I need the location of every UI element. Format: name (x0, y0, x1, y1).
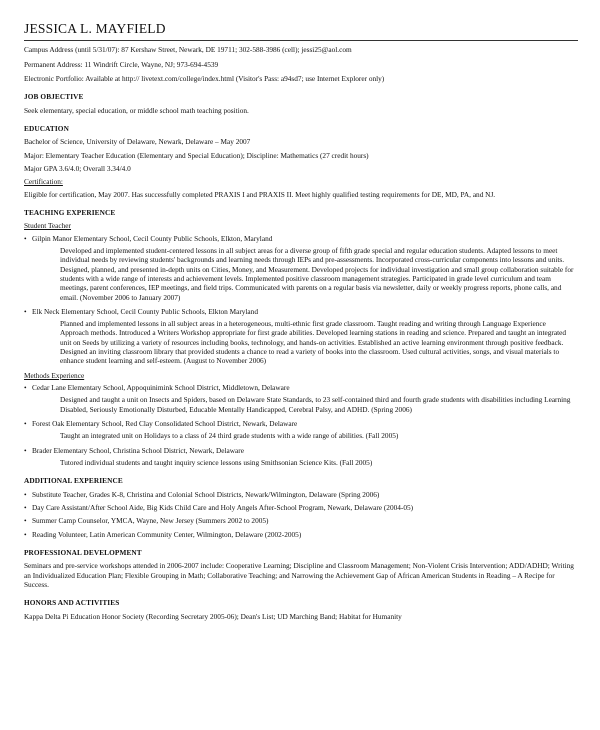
certification-text: Eligible for certification, May 2007. Has successfully completed PRAXIS I and PRAXIS II. Meet highly qualified testing requirements for DE, MD, PA, and NJ. (24, 189, 496, 199)
candidate-name: JESSICA L. MAYFIELD (24, 21, 166, 36)
section-heading-additional: ADDITIONAL EXPERIENCE (24, 476, 123, 486)
section-heading-objective: JOB OBJECTIVE (24, 92, 84, 102)
additional-experience-item: Day Care Assistant/After School Aide, Big Kids Child Care and Holy Angels After-School Program, Newark, Delaware (2004-05) (32, 503, 414, 513)
experience-description: Tutored individual students and taught inquiry science lessons using Smithsonian Science Kits. (Fall 2005) (60, 458, 373, 468)
list-item (24, 490, 576, 499)
professional-development-text: Seminars and pre-service workshops attended in 2006-2007 include: Cooperative Learning; Discipline and Classroom Management; Non-Violent Crisis Intervention; ADD/ADHD; Writing an Individualized Education Plan; Flexible Grouping in Math; Collaborative Teaching; and Narrowing the Achievement Gap of African American Students in Reading – A Recipe for Success. (24, 561, 574, 590)
list-item (24, 503, 576, 512)
objective-text: Seek elementary, special education, or middle school math teaching position. (24, 105, 249, 115)
list-item (24, 383, 576, 392)
experience-description: Planned and implemented lessons in all subject areas in a heterogeneous, multi-ethnic first grade classroom. Taught reading and writing through Language Experience Approach methods. Introduced a Writers Workshop appropriate for first grade abilities. Developed learning stations in reading and science. Prepared and taught an integrated unit on Seeds by utilizing a variety of resources including books, technology, and hands-on activities. Established an active learning environment through positive feedback. Designed an inviting classroom library that provided students a chance to read a variety of books into the classroom. Used cultural activities, songs, and visual materials to enhance student learning and self-esteem. (August to November 2006) (60, 319, 567, 366)
permanent-address: Permanent Address: 11 Windrift Circle, Wayne, NJ; 973-694-4539 (24, 59, 219, 69)
student-teacher-label: Student Teacher (24, 221, 71, 231)
bullet-icon: • (24, 529, 27, 539)
education-major: Major: Elementary Teacher Education (Elementary and Special Education); Discipline: Mathematics (27 credit hours) (24, 150, 369, 160)
education-degree: Bachelor of Science, University of Delaware, Newark, Delaware – May 2007 (24, 137, 251, 147)
bullet-icon: • (24, 383, 27, 393)
bullet-icon: • (24, 419, 27, 429)
list-item (24, 307, 576, 316)
education-gpa: Major GPA 3.6/4.0; Overall 3.34/4.0 (24, 163, 131, 173)
methods-experience-label: Methods Experience (24, 370, 85, 380)
header-divider (24, 40, 578, 41)
bullet-icon: • (24, 489, 27, 499)
experience-description: Developed and implemented student-centered lessons in all subject areas for a diverse group of fifth grade special and regular education students. Adapted lessons to meet individual needs by reviewing students' backgrounds and learning needs through IEPs and pre-assessments. Incorporated cross-curricular components into lessons and units. Designed, planned, and presented in-depth units on Cities, Money, and Measurement. Developed projects for individual investigation and small group collaboration suitable for students with a wide range of interests and achievement levels. Implemented positive classroom management strategies. Participated in grade level curriculum and team meetings, parent conferences, IEP meetings, and field trips. Communicated with parents on a regular basis via newsletter, daily or weekly progress reports, phone calls, and email. (November 2006 to January 2007) (60, 245, 574, 302)
list-item (24, 234, 576, 243)
honors-text: Kappa Delta Pi Education Honor Society (Recording Secretary 2005-06); Dean's List; UD Marching Band; Habitat for Humanity (24, 611, 402, 621)
school-name: Elk Neck Elementary School, Cecil County Public Schools, Elkton Maryland (32, 306, 258, 316)
experience-description: Designed and taught a unit on Insects and Spiders, based on Delaware State Standards, to 23 self-contained third and fourth grade students with disabilities including Learning Disabled, Seriously Emotionally Disturbed, Educable Mentally Handicapped, Cerebral Palsy, and ADHD. (Spring 2006) (60, 395, 571, 414)
list-item (24, 530, 576, 539)
additional-experience-item: Substitute Teacher, Grades K-8, Christina and Colonial School Districts, Newark/Wilmington, Delaware (Spring 2006) (32, 489, 380, 499)
school-name: Forest Oak Elementary School, Red Clay Consolidated School District, Newark, Delaware (32, 419, 298, 429)
section-heading-honors: HONORS AND ACTIVITIES (24, 598, 120, 608)
bullet-icon: • (24, 233, 27, 243)
bullet-icon: • (24, 306, 27, 316)
school-name: Cedar Lane Elementary School, Appoquinimink School District, Middletown, Delaware (32, 383, 290, 393)
bullet-icon: • (24, 445, 27, 455)
section-heading-education: EDUCATION (24, 123, 69, 133)
campus-address: Campus Address (until 5/31/07): 87 Kershaw Street, Newark, DE 19711; 302-588-3986 (cell); jessi25@aol.com (24, 45, 352, 55)
bullet-icon: • (24, 516, 27, 526)
list-item (24, 419, 576, 428)
school-name: Gilpin Manor Elementary School, Cecil County Public Schools, Elkton, Maryland (32, 233, 273, 243)
additional-experience-item: Reading Volunteer, Latin American Community Center, Wilmington, Delaware (2002-2005) (32, 529, 302, 539)
list-item (24, 516, 576, 525)
bullet-icon: • (24, 503, 27, 513)
additional-experience-item: Summer Camp Counselor, YMCA, Wayne, New Jersey (Summers 2002 to 2005) (32, 516, 269, 526)
experience-description: Taught an integrated unit on Holidays to a class of 24 third grade students with a wide range of abilities. (Fall 2005) (60, 431, 399, 441)
electronic-portfolio: Electronic Portfolio: Available at http:// livetext.com/college/index.html (Visitor's Pass: a94sd7; use Internet Explorer only) (24, 73, 385, 83)
list-item (24, 446, 576, 455)
section-heading-professional: PROFESSIONAL DEVELOPMENT (24, 548, 142, 558)
school-name: Brader Elementary School, Christina School District, Newark, Delaware (32, 445, 244, 455)
section-heading-teaching: TEACHING EXPERIENCE (24, 207, 116, 217)
certification-label: Certification: (24, 177, 63, 187)
